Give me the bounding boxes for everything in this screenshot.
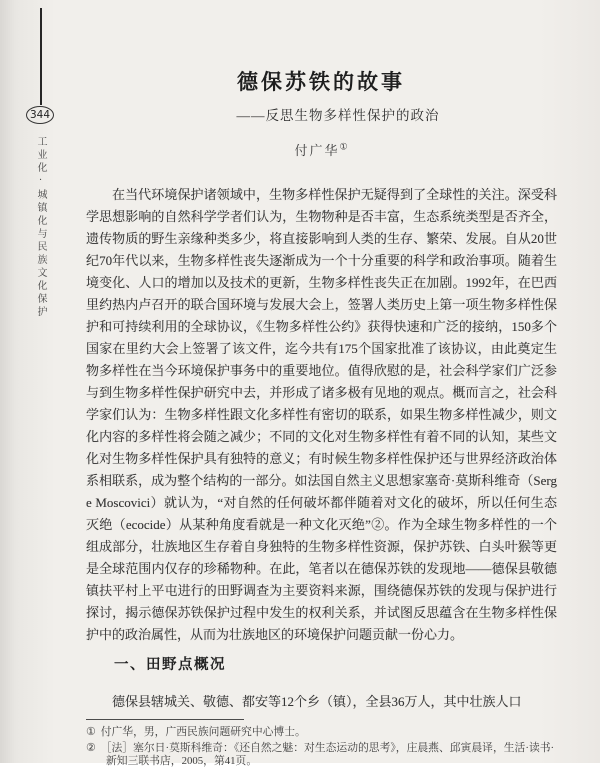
author-line bbox=[85, 140, 557, 159]
author-footnote-marker: ① bbox=[339, 141, 348, 152]
footnote-2-text: ［法］塞尔日·莫斯科维奇：《还自然之魅：对生态运动的思考》，庄晨燕、邱寅晨译，生活·读书·新知三联书店，2005，第41页。 bbox=[100, 741, 555, 767]
sidebar-vertical-title: 工业化·城镇化与民族文化保护 bbox=[35, 136, 46, 319]
article-title: 德保苏铁的故事 bbox=[237, 70, 405, 94]
footnotes bbox=[86, 726, 562, 770]
section-heading: 一、田野点概况 bbox=[114, 657, 226, 673]
footnote-1-marker: ① bbox=[86, 726, 96, 738]
footnote-1 bbox=[86, 726, 562, 739]
footnote-2-marker: ② bbox=[86, 741, 96, 754]
footnote-2 bbox=[86, 742, 562, 768]
page-number: 344 bbox=[29, 109, 51, 121]
footnote-divider bbox=[86, 719, 244, 720]
page-number-badge bbox=[26, 106, 54, 124]
body-paragraph: 在当代环境保护诸领域中，生物多样性保护无疑得到了全球性的关注。深受科学思想影响的自然科学学者们认为，生物物种是否丰富，生态系统类型是否齐全，遗传物质的野生亲缘种类多少，将直接影响到人类的生存、繁荣、发展。自从20世纪70年代以来，生物多样性丧失逐渐成为一个十分重要的科学和政治事项。随着生境变化、人口的增加以及技术的更新，生物多样性丧失正在加剧。1992年，在巴西里约热内卢召开的联合国环境与发展大会上，签署人类历史上第一项生物多样性保护和可持续利用的全球协议，《生物多样性公约》获得快速和广泛的接纳，150多个国家在里约大会上签署了该文件，迄今共有175个国家批准了该协议，由此奠定生物多样性在当今环境保护事务中的重要地位。值得欣慰的是，社会科学家们广泛参与到生物多样性保护研究中去，并形成了诸多极有见地的观点。概而言之，社会科学家们认为：生物多样性跟文化多样性有密切的联系，如果生物多样性减少，则文化内容的多样性将会随之减少；不同的文化对生物多样性有着不同的认知，某些文化对生物多样性保护具有独特的意义；有时候生物多样性保护还与世界经济政治体系相联系，成为整个结构的一部分。如法国自然主义思想家塞奇·莫斯科维奇（Serge Moscovici）就认为，“对自然的任何破坏都伴随着对文化的破坏，所以任何生态灭绝（ecocide）从某种角度看就是一种文化灭绝”②。作为全球生物多样性的一个组成部分，壮族地区生存着自身独特的生物多样性资源，保护苏铁、白头叶猴等更是全球范围内仅存的珍稀物种。在此，笔者以在德保苏铁的发现地——德保县敬德镇扶平村上平屯进行的田野调查为主要资料来源，围绕德保苏铁的发现与保护进行探讨，揭示德保苏铁保护过程中发生的权利关系，并试图反思蕴含在生物多样性保护中的政治属性，从而为壮族地区的环境保护问题贡献一份心力。 bbox=[86, 187, 557, 642]
section-paragraph: 德保县辖城关、敬德、都安等12个乡（镇），全县36万人，其中壮族人口 bbox=[112, 694, 522, 709]
author-name: 付广华 bbox=[294, 143, 340, 158]
article-subtitle: ——反思生物多样性保护的政治 bbox=[236, 108, 440, 123]
margin-rule-line bbox=[40, 8, 42, 105]
footnote-1-text: 付广华，男，广西民族问题研究中心博士。 bbox=[100, 726, 306, 738]
